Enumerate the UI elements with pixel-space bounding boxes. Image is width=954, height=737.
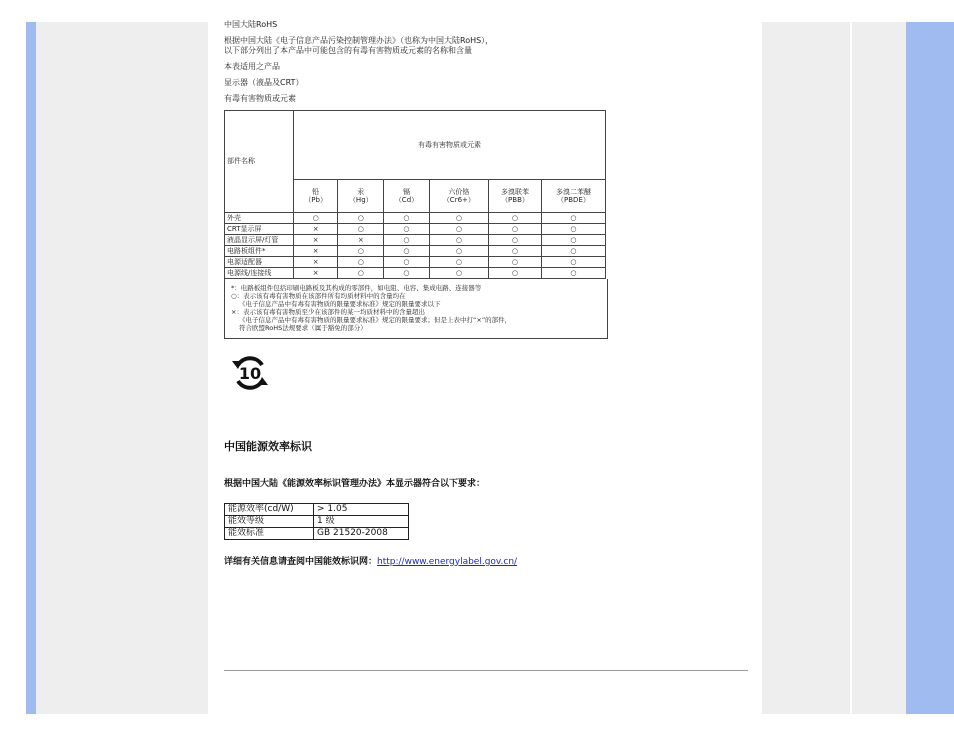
more-info-text: 详细有关信息请查阅中国能效标识网： — [224, 556, 378, 567]
cell: ○ — [384, 235, 429, 246]
note-line: 《电子信息产品中有毒有害物质的限量要求标准》规定的限量要求以下 — [239, 299, 441, 308]
cell: ○ — [541, 213, 605, 224]
rohs-title: 中国大陆RoHS — [224, 20, 278, 29]
col-header: 铅 （Pb） — [294, 180, 338, 213]
part-name: 电源线/连接线 — [225, 268, 294, 279]
bottom-divider — [224, 670, 748, 671]
cell: × — [294, 268, 338, 279]
table-row — [225, 235, 606, 246]
part-name: 外壳 — [225, 213, 294, 224]
note-line: 符合欧盟RoHS法规要求（属于豁免的部分） — [239, 323, 367, 332]
table-row — [225, 268, 606, 279]
table-title: 有毒有害物质或元素 — [224, 94, 296, 103]
cell: ○ — [294, 213, 338, 224]
cell: ○ — [338, 246, 384, 257]
left-gray-panel — [36, 22, 208, 714]
cell: ○ — [384, 257, 429, 268]
cell: ○ — [489, 213, 542, 224]
right-gray-panel — [762, 22, 850, 714]
cell: ○ — [429, 235, 488, 246]
cell: ○ — [489, 224, 542, 235]
rohs-notes — [224, 279, 608, 339]
energy-key: 能效等级 — [225, 515, 314, 527]
cell: ○ — [338, 257, 384, 268]
table-row — [225, 515, 409, 527]
page-content — [224, 20, 754, 567]
applicable-value: 显示器（液晶及CRT） — [224, 78, 304, 87]
cell: ○ — [541, 246, 605, 257]
energy-value: > 1.05 — [314, 503, 409, 515]
cell: × — [294, 257, 338, 268]
rohs-intro-2: 以下部分列出了本产品中可能包含的有毒有害物质或元素的名称和含量 — [224, 46, 472, 55]
table-row — [225, 224, 606, 235]
epup-10-year-icon — [224, 353, 276, 393]
col-header: 六价铬 （Cr6+） — [429, 180, 488, 213]
cell: ○ — [489, 257, 542, 268]
cell: ○ — [384, 213, 429, 224]
cell: ○ — [429, 257, 488, 268]
cell: ○ — [489, 268, 542, 279]
energy-section — [224, 438, 754, 567]
substances-header: 有毒有害物质或元素 — [294, 111, 606, 180]
note-line: ×：表示该有毒有害物质至少在该部件的某一均质材料中的含量超出 — [231, 307, 425, 316]
cell: ○ — [338, 213, 384, 224]
cell: ○ — [338, 268, 384, 279]
part-name: 液晶显示屏/灯管 — [225, 235, 294, 246]
cell: ○ — [338, 224, 384, 235]
energy-key: 能效标准 — [225, 527, 314, 539]
part-name: 电路板组件* — [225, 246, 294, 257]
cell: ○ — [541, 268, 605, 279]
cell: ○ — [429, 246, 488, 257]
note-line: 《电子信息产品中有毒有害物质的限量要求标准》规定的限量要求；但是上表中打“×”的部件， — [239, 315, 512, 324]
part-name: 电源适配器 — [225, 257, 294, 268]
energy-value: GB 21520-2008 — [314, 527, 409, 539]
table-row — [225, 503, 409, 515]
table-row — [225, 246, 606, 257]
cell: ○ — [429, 268, 488, 279]
energy-table — [224, 503, 409, 540]
energylabel-link[interactable]: http://www.energylabel.gov.cn/ — [377, 556, 518, 567]
energy-lead: 根据中国大陆《能源效率标识管理办法》本显示器符合以下要求： — [224, 478, 486, 489]
col-header: 多溴二苯醚 （PBDE） — [541, 180, 605, 213]
cell: ○ — [429, 224, 488, 235]
cell: ○ — [429, 213, 488, 224]
note-line: ○：表示该有毒有害物质在该部件所有均质材料中的含量均在 — [231, 291, 406, 300]
energy-title: 中国能源效率标识 — [224, 439, 312, 453]
cell: ○ — [541, 257, 605, 268]
cell: × — [294, 246, 338, 257]
cell: × — [338, 235, 384, 246]
table-row — [225, 257, 606, 268]
energy-key: 能源效率(cd/W) — [225, 503, 314, 515]
table-row — [225, 527, 409, 539]
cell: ○ — [489, 235, 542, 246]
col-header: 汞 （Hg） — [338, 180, 384, 213]
rohs-section — [224, 20, 754, 396]
col-header: 多溴联苯 （PBB） — [489, 180, 542, 213]
cell: ○ — [384, 246, 429, 257]
cell: ○ — [489, 246, 542, 257]
table-row — [225, 213, 606, 224]
note-line: *：电路板组件包括印刷电路板及其构成的零部件，如电阻、电容、集成电路、连接器等 — [231, 284, 482, 292]
right-accent-bar — [906, 22, 954, 714]
rohs-intro-1: 根据中国大陆《电子信息产品污染控制管理办法》（也称为中国大陆RoHS）， — [224, 36, 494, 45]
more-info — [224, 554, 754, 567]
cell: × — [294, 235, 338, 246]
energy-value: 1 级 — [314, 515, 409, 527]
col-header: 镉 （Cd） — [384, 180, 429, 213]
cell: ○ — [541, 224, 605, 235]
cell: ○ — [384, 224, 429, 235]
cell: ○ — [384, 268, 429, 279]
epup-number: 10 — [238, 363, 262, 383]
part-name: CRT显示屏 — [225, 224, 294, 235]
cell: × — [294, 224, 338, 235]
left-accent-bar — [26, 22, 36, 714]
applicable-title: 本表适用之产品 — [224, 62, 280, 71]
cell: ○ — [541, 235, 605, 246]
right-gray-panel-2 — [852, 22, 906, 714]
component-header: 部件名称 — [225, 111, 294, 213]
rohs-table — [224, 110, 606, 279]
